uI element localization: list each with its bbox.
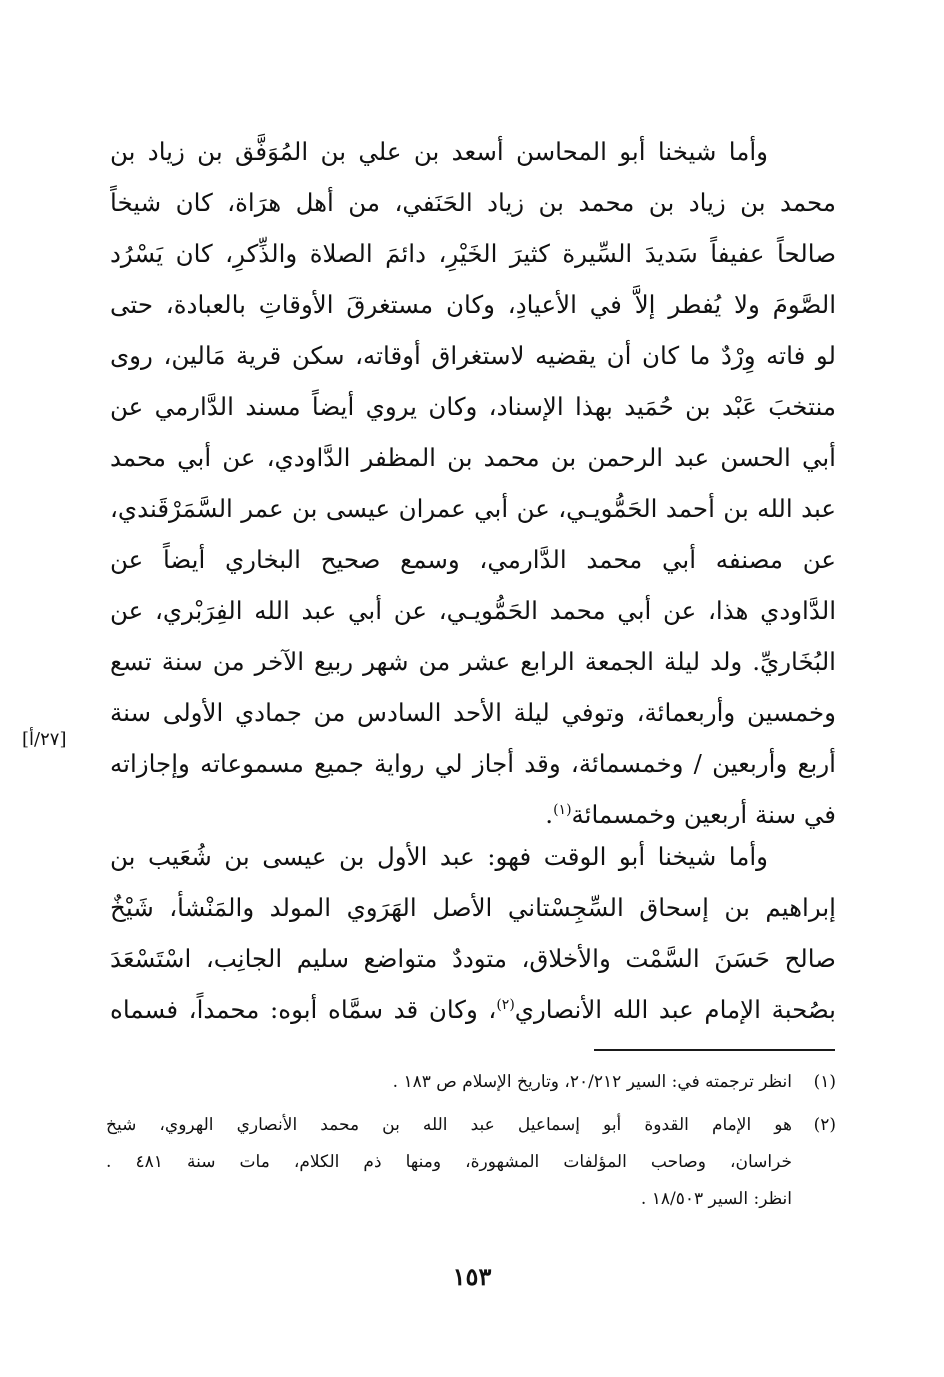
text-line: أبي الحسن عبد الرحمن بن محمد بن المظفر الدَّاودي، عن أبي محمد bbox=[110, 443, 836, 472]
footnote-marker-1[interactable]: (١) bbox=[553, 801, 572, 818]
text-line: البُخَاريِّ. ولد ليلة الجمعة الرابع عشر من شهر ربيع الآخر من سنة تسع bbox=[110, 647, 836, 676]
footnote-separator bbox=[594, 1049, 835, 1051]
text-line: أربع وأربعين / وخمسمائة، وقد أجاز لي رواية جميع مسموعاته وإجازاته bbox=[110, 749, 836, 778]
text-line: لو فاته وِرْدٌ ما كان أن يقضيه لاستغراق أوقاته، سكن قرية مَالين، روى bbox=[110, 341, 836, 370]
line-text: ، وكان قد سمَّاه أبوه: محمداً، فسماه bbox=[110, 995, 497, 1024]
footnote-marker-2[interactable]: (٢) bbox=[496, 996, 515, 1013]
text-line: صالح حَسَنَ السَّمْت والأخلاق، متوددٌ متواضع سليم الجانِب، اسْتَسْعَدَ bbox=[110, 944, 836, 973]
paragraph-abu-al-mahasin bbox=[110, 126, 836, 840]
text-line: وخمسين وأربعمائة، وتوفي ليلة الأحد السادس من جمادي الأولى سنة bbox=[110, 698, 836, 727]
footnote-number: (١) bbox=[813, 1072, 836, 1092]
line-text: في سنة أربعين وخمسمائة bbox=[571, 800, 836, 829]
text-line: محمد بن زياد بن محمد بن زياد الحَنَفي، من أهل هرَاة، كان شيخاً bbox=[110, 188, 836, 217]
page-number: ١٥٣ bbox=[452, 1262, 492, 1291]
paragraph-abu-al-waqt bbox=[110, 831, 836, 1035]
text-line: إبراهيم بن إسحاق السِّجِسْتاني الأصل الهَرَوي المولد والمَنْشأ، شَيْخٌ bbox=[110, 893, 836, 922]
text-line: صالحاً عفيفاً سَديدَ السِّيرة كثيرَ الخَيْرِ، دائمَ الصلاة والذِّكرِ، كان يَسْرُد bbox=[110, 239, 836, 268]
footnote-body bbox=[106, 1064, 792, 1101]
text-line: وأما شيخنا أبو الوقت فهو: عبد الأول بن عيسى بن شُعَيب بن bbox=[110, 842, 768, 871]
footnote-line: خراسان، وصاحب المؤلفات المشهورة، ومنها ذم الكلام، مات سنة ٤٨١ . bbox=[106, 1152, 792, 1172]
line-text: بصُحبة الإمام عبد الله الأنصاري bbox=[514, 995, 836, 1024]
footnote-line: انظر: السير ١٨/٥٠٣ . bbox=[640, 1189, 792, 1209]
text-line: عن مصنفه أبي محمد الدَّارمي، وسمع صحيح البخاري أيضاً عن bbox=[110, 545, 836, 574]
text-line: الدَّاودي هذا، عن أبي محمد الحَمُّويـي، عن أبي عبد الله الفِرَبْري، عن bbox=[110, 596, 836, 625]
footnote-number: (٢) bbox=[813, 1115, 836, 1135]
manuscript-folio-reference: [٢٧/أ] bbox=[22, 729, 67, 750]
footnote-line: هو الإمام القدوة أبو إسماعيل عبد الله بن محمد الأنصاري الهروي، شيخ bbox=[106, 1115, 792, 1135]
text-line: عبد الله بن أحمد الحَمُّويـي، عن أبي عمران عيسى بن عمر السَّمَرْقَندي، bbox=[110, 494, 836, 523]
footnotes bbox=[106, 1064, 836, 1218]
footnote-2 bbox=[106, 1107, 836, 1218]
text-line: منتخبَ عَبْد بن حُمَيد بهذا الإسناد، وكان يروي أيضاً مسند الدَّارمي عن bbox=[110, 392, 836, 421]
line-end-punct: . bbox=[545, 800, 554, 829]
footnote-body bbox=[106, 1107, 792, 1218]
footnote-line: انظر ترجمته في: السير ٢٠/٢١٢، وتاريخ الإسلام ص ١٨٣ . bbox=[392, 1072, 792, 1092]
text-line: وأما شيخنا أبو المحاسن أسعد بن علي بن المُوَفَّق بن زياد بن bbox=[110, 137, 768, 166]
footnote-1 bbox=[106, 1064, 836, 1101]
text-line: الصَّومَ ولا يُفطر إلاَّ في الأعيادِ، وكان مستغرقَ الأوقاتِ بالعبادة، حتى bbox=[110, 290, 836, 319]
text-line-with-note bbox=[110, 984, 836, 1035]
